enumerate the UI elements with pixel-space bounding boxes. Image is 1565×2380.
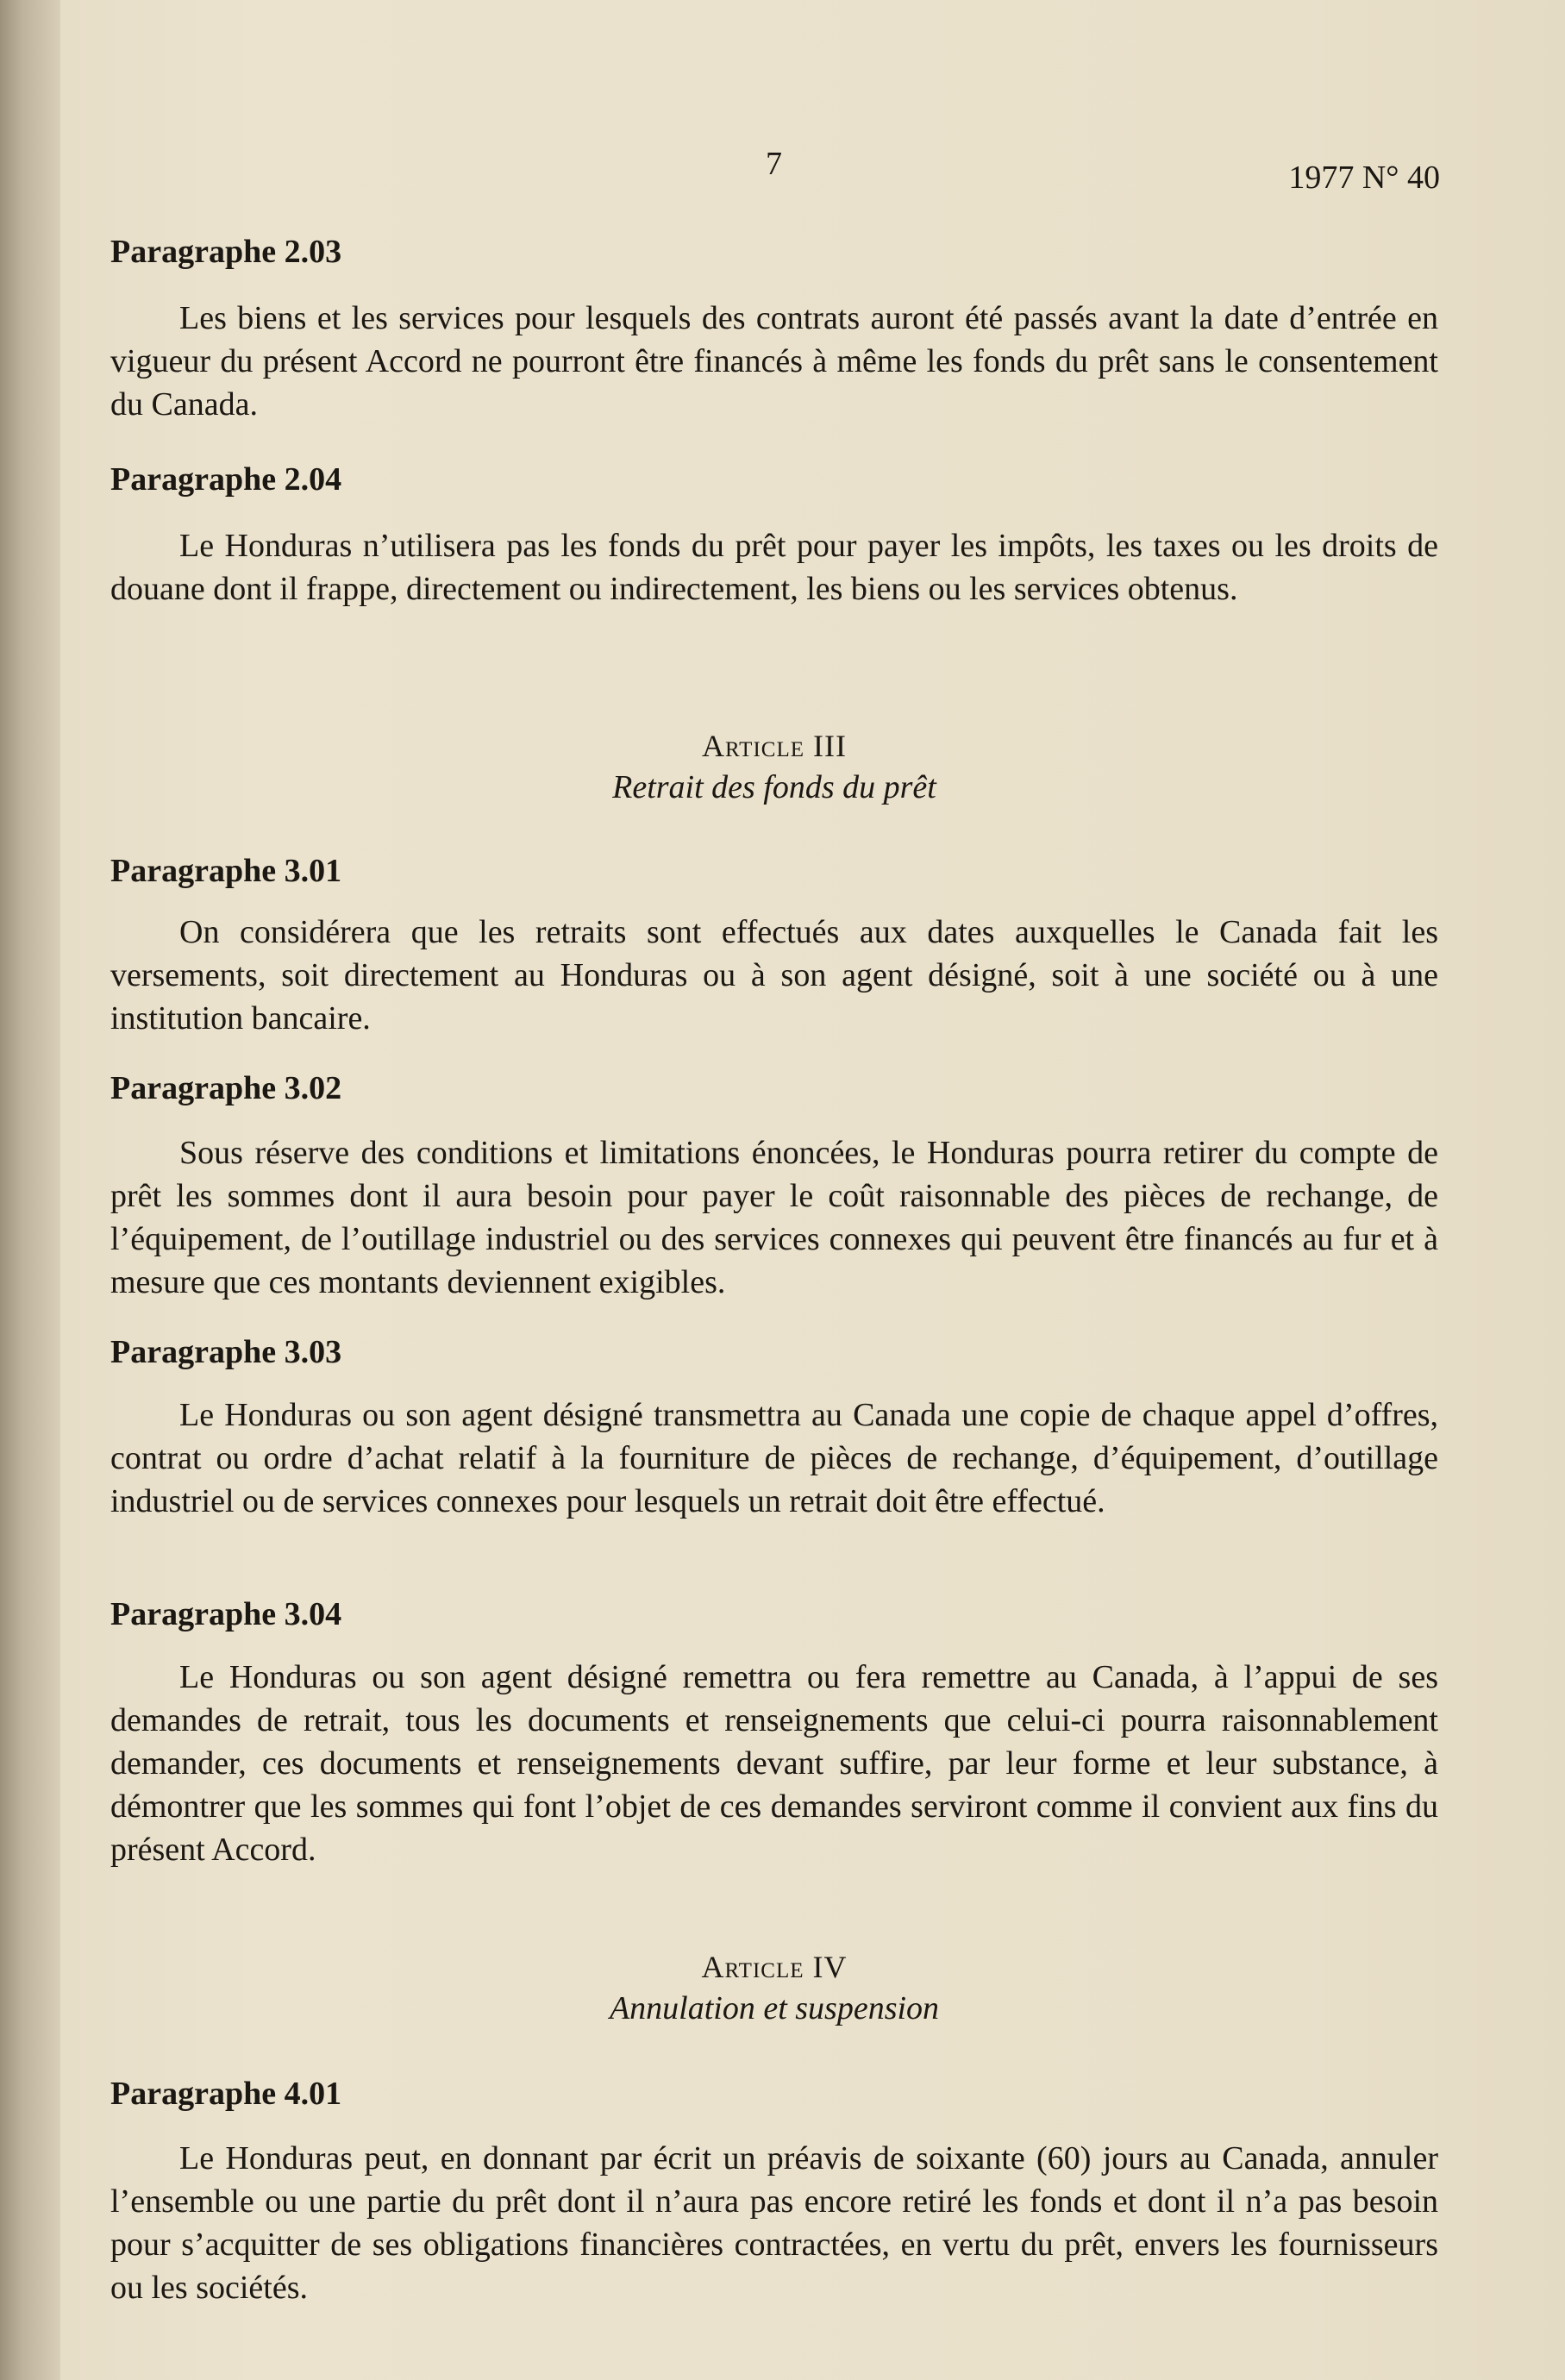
section-text: Les biens et les services pour lesquels des contrats auront été passés avant la date d’entrée en vigueur du présent Accord ne pourront être financés à même les fonds du prêt sans le consentement du Canada.	[110, 299, 1438, 423]
section-2-04	[110, 460, 1438, 611]
page-header	[110, 129, 1438, 207]
section-heading: Paragraphe 3.02	[110, 1070, 342, 1106]
section-heading: Paragraphe 3.04	[110, 1596, 342, 1632]
section-heading: Paragraphe 2.04	[110, 461, 342, 498]
section-3-04	[110, 1595, 1438, 1871]
section-3-03	[110, 1333, 1438, 1523]
section-heading: Paragraphe 3.01	[110, 853, 342, 889]
binding-gutter	[0, 0, 60, 2380]
article-title: Article III	[702, 729, 847, 763]
article-subtitle: Retrait des fonds du prêt	[612, 769, 936, 805]
section-text: Le Honduras ou son agent désigné remettra ou fera remettre au Canada, à l’appui de ses demandes de retrait, tous les documents et renseignements que celui-ci pourra raisonnablement demander, ces documents et renseignements devant suffire, par leur forme et leur substance, à démontrer que les sommes qui font l’objet de ces demandes serviront comme il convient aux fins du présent Accord.	[110, 1658, 1438, 1868]
section-text: Le Honduras ou son agent désigné transmettra au Canada une copie de chaque appel d’offres, contrat ou ordre d’achat relatif à la fourniture de pièces de rechange, d’équipement, d’outillage industriel ou de services connexes pour lesquels un retrait doit être effectué.	[110, 1396, 1438, 1519]
section-heading: Paragraphe 4.01	[110, 2076, 342, 2112]
section-text: Sous réserve des conditions et limitations énoncées, le Honduras pourra retirer du compte de prêt les sommes dont il aura besoin pour payer le coût raisonnable des pièces de rechange, de l’équipement, de l’outillage industriel ou des services connexes qui peuvent être financés au fur et à mesure que ces montants deviennent exigibles.	[110, 1134, 1438, 1300]
year-number-label: 1977 N° 40	[1288, 160, 1440, 196]
section-text: On considérera que les retraits sont effectués aux dates auxquelles le Canada fait les versements, soit directement au Honduras ou à son agent désigné, soit à une société ou à une institution bancaire.	[110, 913, 1438, 1037]
article-title: Article IV	[701, 1950, 848, 1984]
article-4-header	[110, 1947, 1438, 2030]
section-2-03	[110, 233, 1438, 426]
section-heading: Paragraphe 3.03	[110, 1334, 342, 1370]
section-heading: Paragraphe 2.03	[110, 234, 342, 270]
section-3-01	[110, 852, 1438, 1040]
article-subtitle: Annulation et suspension	[609, 1990, 940, 2026]
section-3-02	[110, 1069, 1438, 1304]
section-text: Le Honduras peut, en donnant par écrit un préavis de soixante (60) jours au Canada, annuler l’ensemble ou une partie du prêt dont il n’aura pas encore retiré les fonds et dont il n’a pas besoin pour s’acquitter de ses obligations financières contractées, en vertu du prêt, envers les fournisseurs ou les sociétés.	[110, 2139, 1438, 2306]
article-3-header	[110, 726, 1438, 809]
page-content	[110, 129, 1440, 2306]
page-number: 7	[766, 146, 782, 182]
section-text: Le Honduras n’utilisera pas les fonds du prêt pour payer les impôts, les taxes ou les droits de douane dont il frappe, directement ou indirectement, les biens ou les services obtenus.	[110, 527, 1438, 607]
section-4-01	[110, 2075, 1438, 2309]
